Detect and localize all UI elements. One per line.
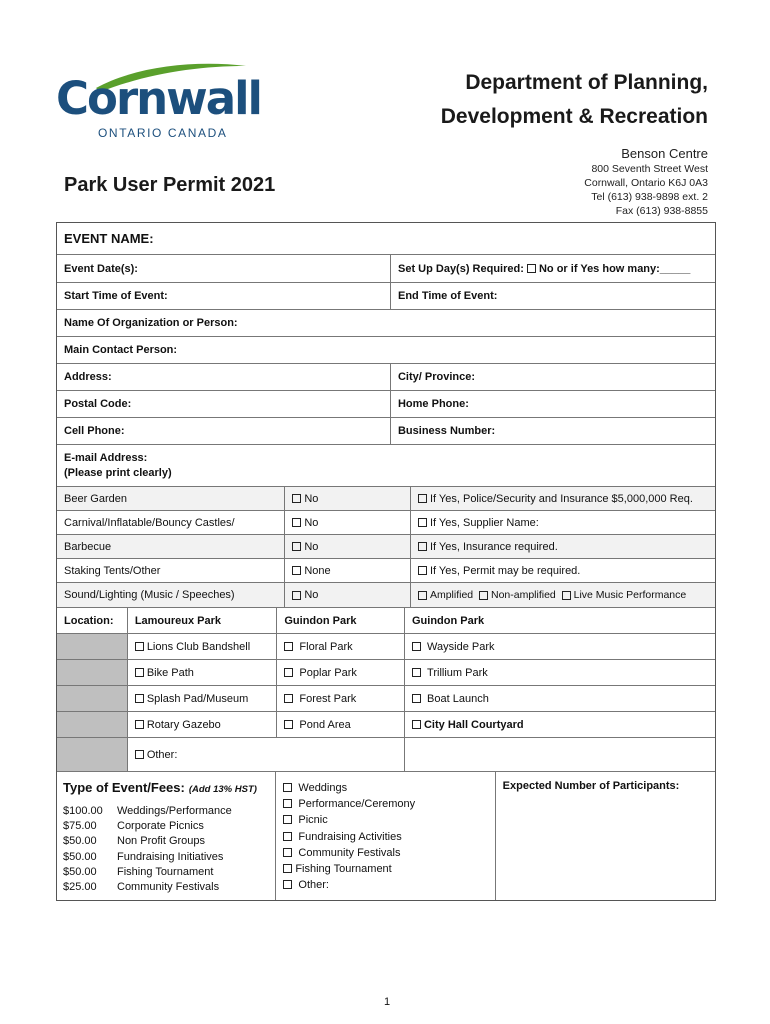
option-row-tents: Staking Tents/Other None If Yes, Permit may be required. — [57, 559, 715, 583]
option-row-sound: Sound/Lighting (Music / Speeches) No Amplified Non-amplified Live Music Performance — [57, 583, 715, 608]
event-type-other[interactable]: Other: — [283, 877, 487, 893]
checkbox-icon[interactable] — [283, 880, 292, 889]
fee-item: $50.00 Fishing Tournament — [63, 865, 214, 878]
event-type-weddings[interactable]: Weddings — [283, 780, 487, 796]
amplified-checkbox[interactable] — [418, 591, 427, 600]
location-wayside-park[interactable]: Wayside Park — [404, 634, 715, 659]
event-dates-field[interactable]: Event Date(s): — [64, 262, 138, 275]
city-field[interactable]: City/ Province: — [390, 364, 715, 390]
business-number-field[interactable]: Business Number: — [390, 418, 715, 444]
setup-no-checkbox[interactable] — [527, 264, 536, 273]
location-city-hall-courtyard[interactable]: City Hall Courtyard — [404, 712, 715, 737]
checkbox-icon[interactable] — [292, 494, 301, 503]
event-type-fundraising[interactable]: Fundraising Activities — [283, 829, 487, 845]
event-name-row[interactable]: EVENT NAME: — [57, 223, 715, 255]
cornwall-logo — [56, 62, 261, 146]
checkbox-icon[interactable] — [284, 642, 293, 651]
postal-code-field[interactable]: Postal Code: — [64, 398, 132, 410]
start-time-field[interactable]: Start Time of Event: — [64, 290, 168, 302]
option-row-beer-garden: Beer Garden No If Yes, Police/Security and Insurance $5,000,000 Req. — [57, 487, 715, 511]
end-time-field[interactable]: End Time of Event: — [390, 283, 715, 309]
checkbox-icon[interactable] — [284, 720, 293, 729]
checkbox-icon[interactable] — [418, 518, 427, 527]
page-number: 1 — [384, 996, 391, 1008]
checkbox-icon[interactable] — [412, 694, 421, 703]
checkbox-icon[interactable] — [283, 848, 292, 857]
contact-row — [57, 337, 715, 364]
checkbox-icon[interactable] — [283, 832, 292, 841]
location-boat-launch[interactable]: Boat Launch — [404, 686, 715, 711]
fee-item: $75.00 Corporate Picnics — [63, 820, 204, 833]
event-type-performance[interactable]: Performance/Ceremony — [283, 796, 487, 812]
event-type-fishing[interactable]: Fishing Tournament — [283, 861, 487, 877]
sound-no-checkbox[interactable]: No — [284, 583, 410, 607]
centre-name: Benson Centre — [621, 146, 708, 161]
barbecue-yes-checkbox[interactable]: If Yes, Insurance required. — [410, 535, 715, 558]
checkbox-icon[interactable] — [283, 799, 292, 808]
fee-schedule: Type of Event/Fees: (Add 13% HST) $100.00 Weddings/Performance $75.00 Corporate Picnics $50.00 Non Profit Groups $50.00 Fundraising Initiatives $50.00 Fishing Tournament $25.00 Community Festivals — [57, 772, 276, 900]
checkbox-icon[interactable] — [292, 566, 301, 575]
carnival-no-checkbox[interactable]: No — [284, 511, 410, 534]
fee-item: $50.00 Fundraising Initiatives — [63, 850, 224, 863]
checkbox-icon[interactable] — [418, 494, 427, 503]
phone-row — [57, 418, 715, 445]
cell-phone-field[interactable]: Cell Phone: — [64, 425, 125, 437]
location-pond-area[interactable]: Pond Area — [276, 712, 404, 737]
checkbox-icon[interactable] — [135, 694, 144, 703]
location-other-checkbox[interactable]: Other: — [127, 738, 404, 771]
checkbox-icon[interactable] — [135, 720, 144, 729]
postal-row — [57, 391, 715, 418]
location-poplar-park[interactable]: Poplar Park — [276, 660, 404, 685]
event-dates-row — [57, 255, 715, 283]
event-type-options — [276, 772, 495, 900]
location-floral-park[interactable]: Floral Park — [276, 634, 404, 659]
home-phone-field[interactable]: Home Phone: — [390, 391, 715, 417]
beer-garden-yes-checkbox[interactable]: If Yes, Police/Security and Insurance $5,000,000 Req. — [410, 487, 715, 510]
checkbox-icon[interactable] — [292, 542, 301, 551]
fee-item: $50.00 Non Profit Groups — [63, 835, 206, 848]
location-trillium-park[interactable]: Trillium Park — [404, 660, 715, 685]
checkbox-icon[interactable] — [283, 864, 292, 873]
location-rotary-gazebo[interactable]: Rotary Gazebo — [127, 712, 277, 737]
checkbox-icon[interactable] — [283, 815, 292, 824]
address-field[interactable]: Address: — [64, 371, 112, 383]
checkbox-icon[interactable] — [284, 668, 293, 677]
location-bike-path[interactable]: Bike Path — [127, 660, 277, 685]
logo-wordmark: Cornwall — [56, 72, 261, 125]
location-forest-park[interactable]: Forest Park — [276, 686, 404, 711]
location-other-field[interactable] — [404, 738, 715, 771]
fee-item: $100.00 Weddings/Performance — [63, 805, 232, 817]
option-row-carnival: Carnival/Inflatable/Bouncy Castles/ No If Yes, Supplier Name: — [57, 511, 715, 535]
location-row — [57, 686, 715, 712]
location-splash-pad-museum[interactable]: Splash Pad/Museum — [127, 686, 277, 711]
email-field[interactable]: E-mail Address: (Please print clearly) — [64, 451, 172, 479]
address-row — [57, 364, 715, 391]
location-lions-club-bandshell[interactable]: Lions Club Bandshell — [127, 634, 277, 659]
checkbox-icon[interactable] — [418, 542, 427, 551]
logo-subtitle: ONTARIO CANADA — [98, 126, 228, 140]
organization-row — [57, 310, 715, 337]
location-header-row: Location: Lamoureux Park Guindon Park Guindon Park — [57, 608, 715, 634]
location-row — [57, 712, 715, 738]
setup-days-field[interactable]: Set Up Day(s) Required: No or if Yes how many:_____ — [390, 255, 715, 282]
department-name: Department of Planning, Development & Recreation — [440, 71, 708, 128]
checkbox-icon[interactable] — [412, 720, 421, 729]
barbecue-no-checkbox[interactable]: No — [284, 535, 410, 558]
checkbox-icon[interactable] — [135, 668, 144, 677]
fees-section — [57, 772, 715, 900]
contact-address: 800 Seventh Street West Cornwall, Ontario K6J 0A3 Tel (613) 938-9898 ext. 2 Fax (613) 938-8855 — [584, 163, 708, 217]
email-row — [57, 445, 715, 487]
event-type-picnic[interactable]: Picnic — [283, 812, 487, 828]
checkbox-icon[interactable] — [292, 518, 301, 527]
time-row — [57, 283, 715, 310]
tents-yes-checkbox[interactable]: If Yes, Permit may be required. — [410, 559, 715, 582]
main-contact-field[interactable]: Main Contact Person: — [64, 344, 178, 356]
fee-item: $25.00 Community Festivals — [63, 881, 220, 894]
option-row-barbecue: Barbecue No If Yes, Insurance required. — [57, 535, 715, 559]
carnival-yes-checkbox[interactable]: If Yes, Supplier Name: — [410, 511, 715, 534]
sound-type-options: Amplified Non-amplified Live Music Performance — [410, 583, 715, 607]
beer-garden-no-checkbox[interactable]: No — [284, 487, 410, 510]
checkbox-icon[interactable] — [284, 694, 293, 703]
location-other-row — [57, 738, 715, 772]
checkbox-icon[interactable] — [135, 642, 144, 651]
page-title: Park User Permit 2021 — [64, 174, 276, 196]
location-row — [57, 660, 715, 686]
non-amplified-checkbox[interactable] — [479, 591, 488, 600]
permit-form — [56, 222, 716, 901]
checkbox-icon[interactable] — [283, 783, 292, 792]
checkbox-icon[interactable] — [135, 750, 144, 759]
event-type-festivals[interactable]: Community Festivals — [283, 845, 487, 861]
organization-field[interactable]: Name Of Organization or Person: — [64, 317, 238, 329]
tents-none-checkbox[interactable]: None — [284, 559, 410, 582]
checkbox-icon[interactable] — [412, 642, 421, 651]
checkbox-icon[interactable] — [292, 591, 301, 600]
live-music-checkbox[interactable] — [562, 591, 571, 600]
participants-field[interactable]: Expected Number of Participants: — [502, 780, 680, 792]
checkbox-icon[interactable] — [412, 668, 421, 677]
location-row — [57, 634, 715, 660]
checkbox-icon[interactable] — [418, 566, 427, 575]
